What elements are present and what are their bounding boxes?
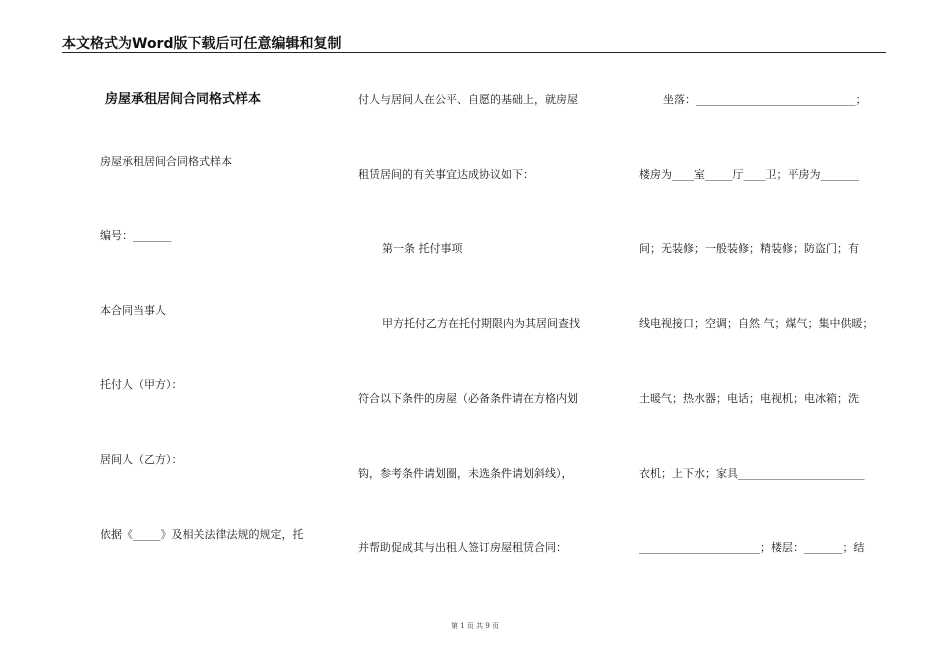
document-header: 本文格式为Word版下载后可任意编辑和复制 bbox=[62, 36, 342, 52]
text-line: 符合以下条件的房屋（必备条件请在方格内划 bbox=[358, 392, 578, 405]
text-line: 楼房为____室_____厅____卫；平房为_______ bbox=[639, 168, 859, 181]
text-column-1 bbox=[100, 0, 335, 672]
section-heading: 第一条 托付事项 bbox=[382, 242, 463, 255]
text-line: 托付人（甲方）： bbox=[100, 378, 183, 391]
text-column-3 bbox=[639, 0, 889, 672]
document-title: 房屋承租居间合同格式样本 bbox=[105, 92, 262, 107]
text-line: 本合同当事人 bbox=[100, 304, 166, 317]
text-column-2 bbox=[358, 0, 608, 672]
text-line: 依据《_____》及相关法律法规的规定，托 bbox=[100, 528, 304, 541]
text-line: 坐落：_____________________________； bbox=[663, 93, 867, 106]
text-line: 线电视接口；空调；自然 气；煤气；集中供暖； bbox=[639, 317, 874, 330]
text-line: 编号：_______ bbox=[100, 229, 172, 242]
text-line: 付人与居间人在公平、自愿的基础上，就房屋 bbox=[358, 93, 578, 106]
text-line: 钩，参考条件请划圈，未选条件请划斜线）， bbox=[358, 467, 573, 480]
text-line: ______________________；楼层：_______；结 bbox=[639, 541, 865, 554]
text-line: 居间人（乙方）： bbox=[100, 453, 183, 466]
page-number: 第 1 页 共 9 页 bbox=[450, 622, 500, 630]
text-line: 房屋承租居间合同格式样本 bbox=[100, 155, 232, 168]
text-line: 衣机；上下水；家具_______________________ bbox=[639, 467, 865, 480]
text-line: 租赁居间的有关事宜达成协议如下： bbox=[358, 168, 534, 181]
text-line: 土暖气；热水器；电话；电视机；电冰箱；洗 bbox=[639, 392, 859, 405]
text-line: 并帮助促成其与出租人签订房屋租赁合同： bbox=[358, 541, 567, 554]
text-line: 间；无装修；一般装修；精装修；防盗门；有 bbox=[639, 242, 859, 255]
text-line: 甲方托付乙方在托付期限内为其居间查找 bbox=[382, 317, 580, 330]
